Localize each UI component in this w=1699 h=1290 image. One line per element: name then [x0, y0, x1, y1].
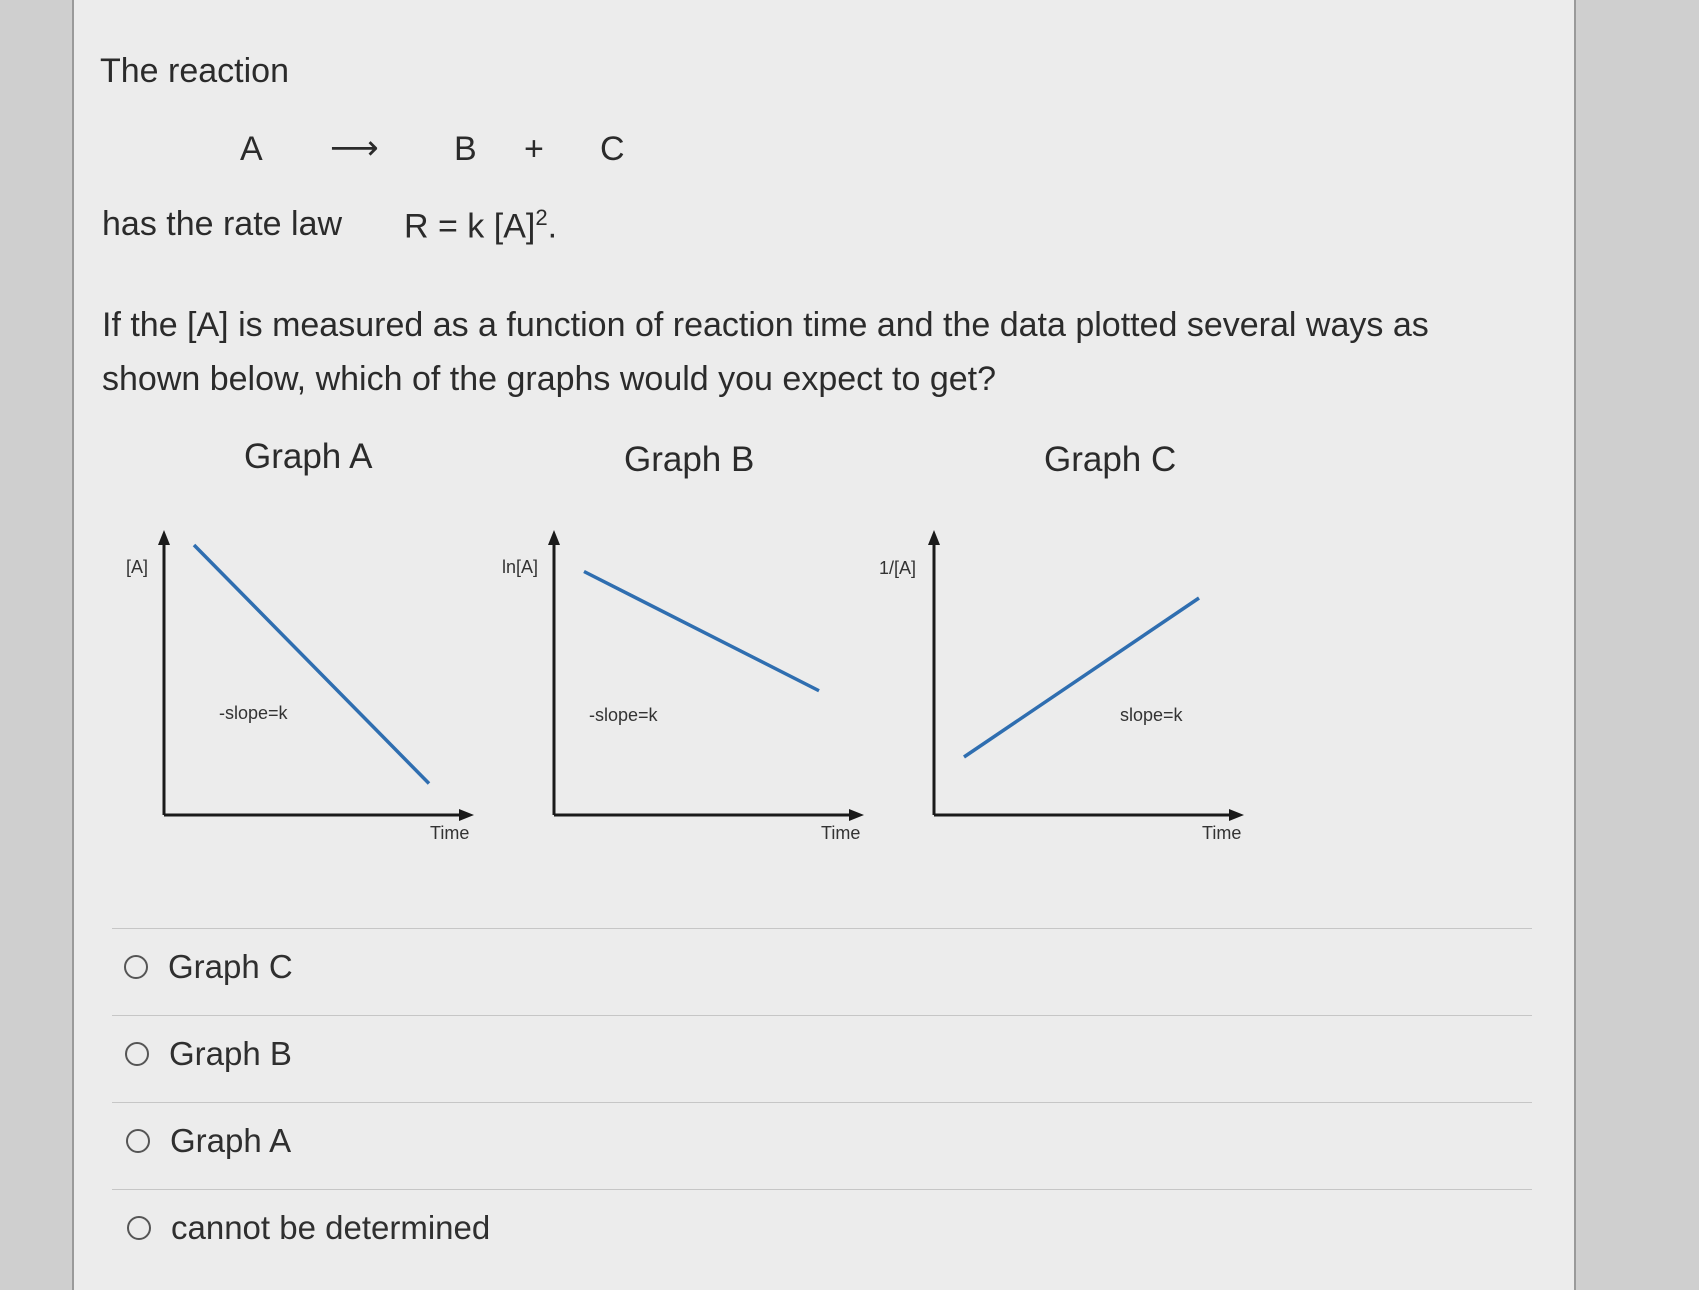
radio-graph-c[interactable]: [124, 955, 148, 979]
separator: [112, 1015, 1532, 1016]
radio-cannot-be-determined[interactable]: [127, 1216, 151, 1240]
graph-a-slope-label: -slope=k: [219, 703, 288, 723]
separator: [112, 1102, 1532, 1103]
graph-b-y-arrowhead: [548, 530, 560, 545]
graph-c-svg: [884, 525, 1284, 855]
graph-a: [114, 525, 514, 855]
graph-b-title: Graph B: [624, 440, 755, 479]
option-cannot-be-determined[interactable]: [127, 1209, 490, 1247]
graph-c-x-arrowhead: [1229, 809, 1244, 821]
graph-c-y-label: 1/[A]: [879, 558, 917, 578]
radio-graph-b[interactable]: [125, 1042, 149, 1066]
graph-a-x-arrowhead: [459, 809, 474, 821]
graph-c-y-arrowhead: [928, 530, 940, 545]
separator: [112, 928, 1532, 929]
separator: [112, 1189, 1532, 1190]
graph-c-slope-label: slope=k: [1120, 705, 1183, 725]
graph-c: [879, 525, 1284, 855]
option-graph-b-label: Graph B: [169, 1035, 292, 1072]
question-text: If the [A] is measured as a function of reaction time and the data plotted several ways as shown below, which of the graphs would you expect to get?: [102, 306, 1429, 398]
reaction-arrow: ⟶: [330, 129, 379, 167]
graph-c-data-line: [964, 598, 1199, 757]
plus-sign: +: [524, 130, 544, 168]
rate-law-formula: R = k [A]: [404, 207, 536, 246]
rate-law-period: .: [547, 207, 558, 246]
graph-a-y-label: [A]: [126, 557, 149, 577]
rate-law-expression: [404, 205, 557, 246]
option-graph-c-label: Graph C: [168, 948, 293, 985]
option-cannot-be-determined-label: cannot be determined: [171, 1209, 491, 1246]
graph-c-x-label: Time: [1202, 823, 1242, 843]
option-graph-a-label: Graph A: [170, 1122, 292, 1159]
graph-b-data-line: [584, 572, 819, 691]
option-graph-b[interactable]: [125, 1035, 292, 1073]
rate-law-exponent: 2: [535, 205, 548, 230]
graph-b-x-label: Time: [821, 823, 861, 843]
product-c: C: [600, 130, 625, 168]
reactant: A: [240, 130, 263, 168]
graph-a-x-label: Time: [430, 823, 470, 843]
graph-b-svg: [504, 525, 904, 855]
option-graph-a[interactable]: [126, 1122, 291, 1160]
graph-c-title: Graph C: [1044, 440, 1177, 479]
graph-a-y-arrowhead: [158, 530, 170, 545]
radio-graph-a[interactable]: [126, 1129, 150, 1153]
graph-a-data-line: [194, 545, 429, 784]
graph-b-slope-label: -slope=k: [589, 705, 658, 725]
option-graph-c[interactable]: [124, 948, 293, 986]
graph-b-x-arrowhead: [849, 809, 864, 821]
graph-b: [504, 525, 904, 855]
graph-a-svg: [114, 525, 514, 855]
question-page: [72, 0, 1576, 1290]
graph-a-title: Graph A: [244, 437, 373, 476]
product-b: B: [454, 130, 477, 168]
rate-law-prefix: has the rate law: [102, 205, 343, 243]
graph-b-y-label: ln[A]: [502, 557, 539, 577]
intro-text: The reaction: [100, 52, 289, 90]
